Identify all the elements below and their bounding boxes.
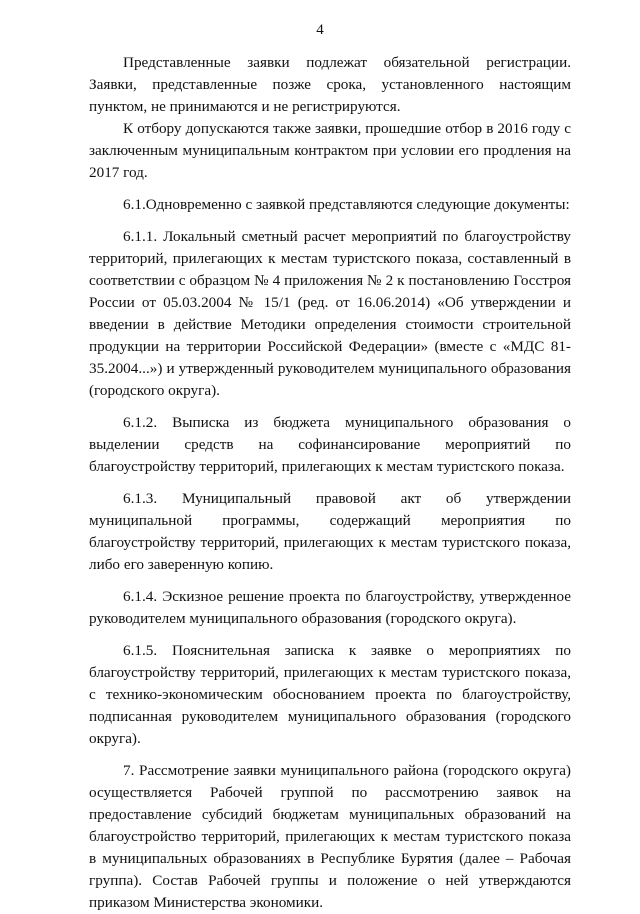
paragraph-6-1-4: 6.1.4. Эскизное решение проекта по благоустройству, утвержденное руководителем муниципального образования (городского округа). [89,588,571,627]
paragraph-6-1-5: 6.1.5. Пояснительная записка к заявке о мероприятиях по благоустройству территорий, прилегающих к местам туристского показа, с технико-экономическим обоснованием проекта по благоустройству, подписанная руководителем муниципального образования (городского округа). [89,642,571,747]
paragraph-6-1-3: 6.1.3. Муниципальный правовой акт об утверждении муниципальной программы, содержащий мероприятия по благоустройству территорий, прилегающих к местам туристского показа, либо его заверенную копию. [89,490,571,573]
paragraph-registration: Представленные заявки подлежат обязательной регистрации. Заявки, представленные позже срока, установленного настоящим пунктом, не принимаются и не регистрируются. [89,54,571,115]
paragraph-6-1-1: 6.1.1. Локальный сметный расчет мероприятий по благоустройству территорий, прилегающих к местам туристского показа, составленный в соответствии с образцом № 4 приложения № 2 к постановлению Госстроя России от 05.03.2004 № 15/1 (ред. от 16.06.2014) «Об утверждении и введении в действие Методики определения стоимости строительной продукции на территории Российской Федерации» (вместе с «МДС 81-35.2004...») и утвержденный руководителем муниципального образования (городского округа). [89,228,571,399]
paragraph-6-1: 6.1.Одновременно с заявкой представляются следующие документы: [123,196,570,213]
document-body [89,52,571,914]
page-number: 4 [316,22,324,38]
paragraph-prior-selection: К отбору допускаются также заявки, прошедшие отбор в 2016 году с заключенным муниципальным контрактом при условии его продления на 2017 год. [89,120,571,181]
paragraph-7: 7. Рассмотрение заявки муниципального района (городского округа) осуществляется Рабочей группой по рассмотрению заявок на предоставление субсидий бюджетам муниципальных образований на благоустройство территорий, прилегающих к местам туристского показа в муниципальных образованиях в Республике Бурятия (далее – Рабочая группа). Состав Рабочей группы и положение о ней утверждаются приказом Министерства экономики. [89,762,571,911]
paragraph-6-1-2: 6.1.2. Выписка из бюджета муниципального образования о выделении средств на софинансирование мероприятий по благоустройству территорий, прилегающих к местам туристского показа. [89,414,571,475]
